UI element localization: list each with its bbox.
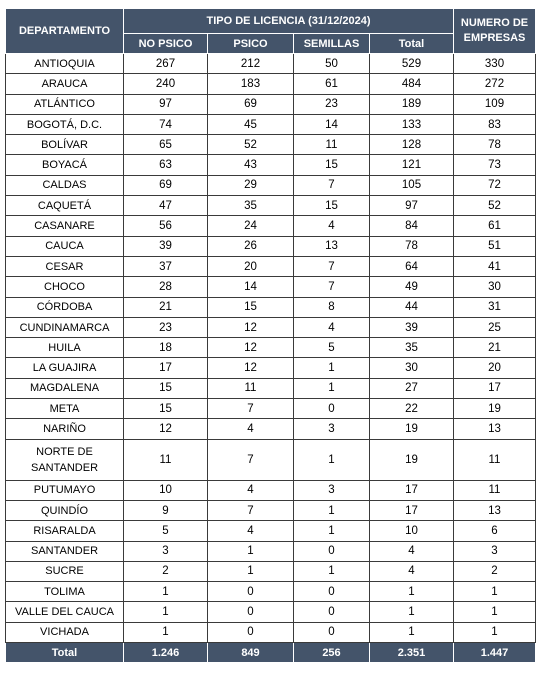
cell-departamento: CÓRDOBA (6, 297, 124, 317)
cell-psico: 52 (208, 135, 294, 155)
cell-psico: 4 (208, 521, 294, 541)
cell-departamento: MAGDALENA (6, 378, 124, 398)
cell-total: 484 (370, 74, 454, 94)
cell-departamento: VICHADA (6, 622, 124, 642)
table-row (6, 561, 536, 581)
cell-semillas: 0 (294, 541, 370, 561)
cell-semillas: 1 (294, 378, 370, 398)
cell-semillas: 0 (294, 399, 370, 419)
cell-no-psico: 47 (124, 196, 208, 216)
cell-total: 128 (370, 135, 454, 155)
cell-total: 133 (370, 114, 454, 134)
cell-empresas: 13 (454, 419, 536, 439)
cell-departamento: ATLÁNTICO (6, 94, 124, 114)
cell-semillas: 3 (294, 480, 370, 500)
cell-psico: 1 (208, 561, 294, 581)
cell-departamento: META (6, 399, 124, 419)
cell-departamento: BOYACÁ (6, 155, 124, 175)
cell-departamento: CUNDINAMARCA (6, 317, 124, 337)
cell-semillas: 0 (294, 602, 370, 622)
cell-psico: 7 (208, 500, 294, 520)
table-row (6, 541, 536, 561)
cell-empresas: 17 (454, 378, 536, 398)
licencias-table-container (5, 8, 536, 663)
cell-empresas: 11 (454, 480, 536, 500)
cell-total: 4 (370, 541, 454, 561)
cell-departamento: LA GUAJIRA (6, 358, 124, 378)
cell-departamento: CALDAS (6, 175, 124, 195)
cell-no-psico: 74 (124, 114, 208, 134)
cell-departamento: ANTIOQUIA (6, 54, 124, 74)
table-row (6, 338, 536, 358)
cell-departamento: TOLIMA (6, 582, 124, 602)
cell-departamento: BOGOTÁ, D.C. (6, 114, 124, 134)
cell-psico: 26 (208, 236, 294, 256)
cell-departamento: ARAUCA (6, 74, 124, 94)
cell-no-psico: 5 (124, 521, 208, 541)
cell-total: 49 (370, 277, 454, 297)
cell-empresas: 6 (454, 521, 536, 541)
footer-semillas: 256 (294, 643, 370, 663)
cell-departamento: NORTE DE SANTANDER (6, 439, 124, 480)
cell-no-psico: 10 (124, 480, 208, 500)
table-row (6, 256, 536, 276)
table-row (6, 196, 536, 216)
cell-semillas: 61 (294, 74, 370, 94)
cell-psico: 12 (208, 317, 294, 337)
table-row (6, 480, 536, 500)
cell-departamento: CASANARE (6, 216, 124, 236)
footer-empresas: 1.447 (454, 643, 536, 663)
header-psico: PSICO (208, 34, 294, 54)
cell-empresas: 31 (454, 297, 536, 317)
cell-empresas: 72 (454, 175, 536, 195)
table-row (6, 135, 536, 155)
cell-psico: 4 (208, 480, 294, 500)
cell-semillas: 11 (294, 135, 370, 155)
cell-empresas: 21 (454, 338, 536, 358)
cell-semillas: 14 (294, 114, 370, 134)
table-row (6, 419, 536, 439)
cell-empresas: 41 (454, 256, 536, 276)
cell-departamento: QUINDÍO (6, 500, 124, 520)
cell-empresas: 30 (454, 277, 536, 297)
cell-semillas: 1 (294, 521, 370, 541)
cell-semillas: 0 (294, 622, 370, 642)
footer-total: 2.351 (370, 643, 454, 663)
cell-departamento: NARIÑO (6, 419, 124, 439)
header-total: Total (370, 34, 454, 54)
cell-departamento: VALLE DEL CAUCA (6, 602, 124, 622)
cell-no-psico: 12 (124, 419, 208, 439)
cell-total: 27 (370, 378, 454, 398)
cell-no-psico: 1 (124, 582, 208, 602)
cell-empresas: 51 (454, 236, 536, 256)
table-row (6, 439, 536, 480)
cell-no-psico: 97 (124, 94, 208, 114)
cell-total: 35 (370, 338, 454, 358)
cell-semillas: 4 (294, 317, 370, 337)
cell-psico: 4 (208, 419, 294, 439)
cell-empresas: 19 (454, 399, 536, 419)
cell-semillas: 7 (294, 175, 370, 195)
cell-empresas: 73 (454, 155, 536, 175)
table-row (6, 155, 536, 175)
table-footer (6, 643, 536, 663)
cell-no-psico: 39 (124, 236, 208, 256)
cell-empresas: 1 (454, 582, 536, 602)
table-row (6, 236, 536, 256)
table-row (6, 94, 536, 114)
cell-departamento: PUTUMAYO (6, 480, 124, 500)
cell-semillas: 7 (294, 256, 370, 276)
table-row (6, 582, 536, 602)
cell-total: 17 (370, 500, 454, 520)
cell-empresas: 109 (454, 94, 536, 114)
cell-no-psico: 69 (124, 175, 208, 195)
table-row (6, 622, 536, 642)
cell-psico: 35 (208, 196, 294, 216)
cell-departamento: SANTANDER (6, 541, 124, 561)
header-semillas: SEMILLAS (294, 34, 370, 54)
cell-empresas: 52 (454, 196, 536, 216)
cell-empresas: 83 (454, 114, 536, 134)
cell-psico: 0 (208, 602, 294, 622)
cell-total: 22 (370, 399, 454, 419)
table-row (6, 74, 536, 94)
cell-semillas: 7 (294, 277, 370, 297)
cell-empresas: 3 (454, 541, 536, 561)
cell-semillas: 50 (294, 54, 370, 74)
table-row (6, 521, 536, 541)
header-departamento: DEPARTAMENTO (6, 9, 124, 54)
cell-total: 19 (370, 439, 454, 480)
cell-empresas: 25 (454, 317, 536, 337)
cell-empresas: 1 (454, 622, 536, 642)
cell-no-psico: 65 (124, 135, 208, 155)
cell-psico: 14 (208, 277, 294, 297)
cell-total: 105 (370, 175, 454, 195)
cell-psico: 212 (208, 54, 294, 74)
table-header (6, 9, 536, 54)
cell-semillas: 15 (294, 155, 370, 175)
cell-psico: 15 (208, 297, 294, 317)
cell-psico: 43 (208, 155, 294, 175)
cell-semillas: 1 (294, 561, 370, 581)
cell-psico: 29 (208, 175, 294, 195)
cell-total: 1 (370, 622, 454, 642)
cell-no-psico: 1 (124, 622, 208, 642)
cell-psico: 7 (208, 399, 294, 419)
cell-no-psico: 2 (124, 561, 208, 581)
cell-total: 19 (370, 419, 454, 439)
cell-empresas: 2 (454, 561, 536, 581)
cell-no-psico: 9 (124, 500, 208, 520)
cell-semillas: 3 (294, 419, 370, 439)
cell-semillas: 1 (294, 500, 370, 520)
cell-no-psico: 240 (124, 74, 208, 94)
footer-label: Total (6, 643, 124, 663)
cell-no-psico: 18 (124, 338, 208, 358)
cell-no-psico: 63 (124, 155, 208, 175)
cell-semillas: 0 (294, 582, 370, 602)
cell-no-psico: 17 (124, 358, 208, 378)
table-row (6, 216, 536, 236)
cell-departamento: CAUCA (6, 236, 124, 256)
table-row (6, 399, 536, 419)
cell-psico: 0 (208, 622, 294, 642)
total-row (6, 643, 536, 663)
cell-semillas: 15 (294, 196, 370, 216)
cell-total: 121 (370, 155, 454, 175)
cell-departamento: BOLÍVAR (6, 135, 124, 155)
header-tipo-licencia: TIPO DE LICENCIA (31/12/2024) (124, 9, 454, 34)
cell-total: 4 (370, 561, 454, 581)
table-row (6, 54, 536, 74)
cell-departamento: CAQUETÁ (6, 196, 124, 216)
cell-empresas: 11 (454, 439, 536, 480)
cell-empresas: 13 (454, 500, 536, 520)
cell-empresas: 272 (454, 74, 536, 94)
table-row (6, 317, 536, 337)
cell-departamento: SUCRE (6, 561, 124, 581)
cell-departamento: HUILA (6, 338, 124, 358)
cell-total: 30 (370, 358, 454, 378)
cell-total: 1 (370, 602, 454, 622)
cell-total: 44 (370, 297, 454, 317)
header-numero-empresas: NUMERO DE EMPRESAS (454, 9, 536, 54)
footer-psico: 849 (208, 643, 294, 663)
footer-no-psico: 1.246 (124, 643, 208, 663)
cell-no-psico: 11 (124, 439, 208, 480)
cell-total: 84 (370, 216, 454, 236)
cell-no-psico: 37 (124, 256, 208, 276)
table-row (6, 297, 536, 317)
cell-psico: 69 (208, 94, 294, 114)
cell-semillas: 1 (294, 358, 370, 378)
cell-total: 1 (370, 582, 454, 602)
cell-no-psico: 1 (124, 602, 208, 622)
cell-no-psico: 56 (124, 216, 208, 236)
cell-total: 39 (370, 317, 454, 337)
cell-no-psico: 267 (124, 54, 208, 74)
cell-empresas: 20 (454, 358, 536, 378)
cell-departamento: CESAR (6, 256, 124, 276)
cell-empresas: 1 (454, 602, 536, 622)
cell-psico: 11 (208, 378, 294, 398)
cell-no-psico: 23 (124, 317, 208, 337)
cell-departamento: RISARALDA (6, 521, 124, 541)
cell-total: 78 (370, 236, 454, 256)
cell-empresas: 330 (454, 54, 536, 74)
cell-empresas: 61 (454, 216, 536, 236)
table-row (6, 378, 536, 398)
cell-semillas: 4 (294, 216, 370, 236)
table-body (6, 54, 536, 643)
cell-semillas: 8 (294, 297, 370, 317)
table-row (6, 175, 536, 195)
cell-psico: 20 (208, 256, 294, 276)
cell-total: 64 (370, 256, 454, 276)
licencias-table (5, 8, 536, 663)
cell-psico: 12 (208, 338, 294, 358)
cell-psico: 45 (208, 114, 294, 134)
cell-departamento: CHOCO (6, 277, 124, 297)
table-row (6, 602, 536, 622)
cell-no-psico: 15 (124, 399, 208, 419)
cell-psico: 1 (208, 541, 294, 561)
cell-no-psico: 3 (124, 541, 208, 561)
cell-semillas: 5 (294, 338, 370, 358)
cell-semillas: 13 (294, 236, 370, 256)
cell-total: 10 (370, 521, 454, 541)
table-row (6, 358, 536, 378)
table-row (6, 114, 536, 134)
cell-semillas: 1 (294, 439, 370, 480)
header-no-psico: NO PSICO (124, 34, 208, 54)
cell-psico: 24 (208, 216, 294, 236)
cell-psico: 0 (208, 582, 294, 602)
cell-no-psico: 15 (124, 378, 208, 398)
cell-total: 189 (370, 94, 454, 114)
cell-total: 97 (370, 196, 454, 216)
cell-no-psico: 21 (124, 297, 208, 317)
cell-no-psico: 28 (124, 277, 208, 297)
cell-psico: 12 (208, 358, 294, 378)
cell-empresas: 78 (454, 135, 536, 155)
cell-psico: 7 (208, 439, 294, 480)
table-row (6, 277, 536, 297)
cell-total: 529 (370, 54, 454, 74)
cell-total: 17 (370, 480, 454, 500)
cell-semillas: 23 (294, 94, 370, 114)
table-row (6, 500, 536, 520)
cell-psico: 183 (208, 74, 294, 94)
